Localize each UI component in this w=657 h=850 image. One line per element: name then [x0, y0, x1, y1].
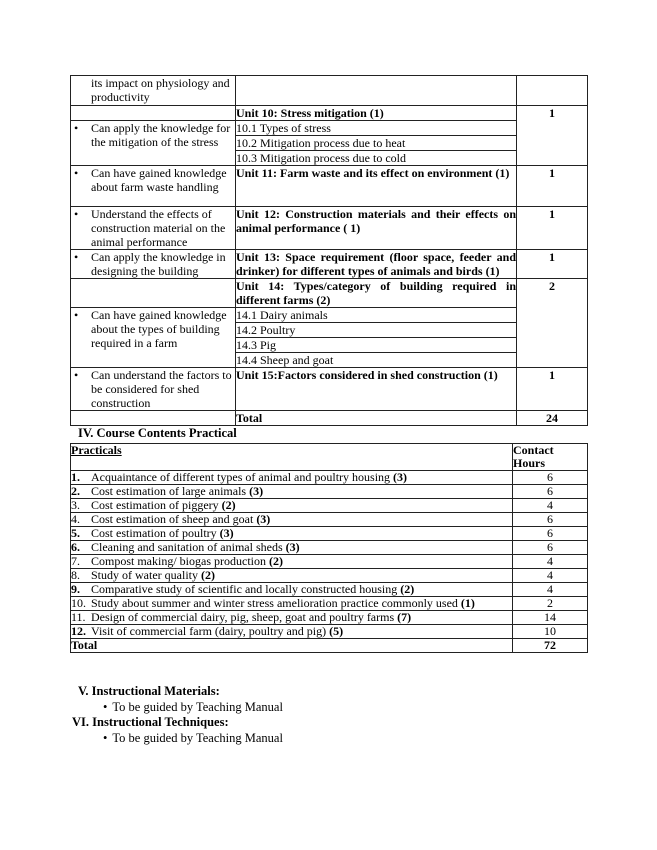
- practical-item-weight: (3): [219, 526, 234, 540]
- practical-item-number: 8.: [71, 568, 80, 582]
- practical-item-cell: [71, 583, 513, 597]
- outcome-cell: [71, 207, 236, 250]
- outcome-cell: [71, 166, 236, 207]
- outcome-cell: [71, 368, 236, 411]
- table-row: [71, 583, 588, 597]
- outcome-cell: [71, 121, 236, 166]
- practical-item-cell: [71, 625, 513, 639]
- outcome-cell: [71, 279, 236, 308]
- practical-item-cell: [71, 555, 513, 569]
- practical-item-weight: (3): [256, 512, 271, 526]
- table-row: [71, 555, 588, 569]
- practical-item-number: 1.: [71, 470, 80, 484]
- outcome-text: Can have gained knowledge about farm waste handling: [91, 166, 227, 194]
- outcome-text: Can apply the knowledge in designing the building: [91, 250, 226, 278]
- practical-hours-cell: 4: [513, 499, 588, 513]
- table-row: [71, 166, 588, 207]
- practical-hours-cell: 6: [513, 527, 588, 541]
- practicals-header-cell: [71, 444, 513, 471]
- unit-subtopic-cell: 10.1 Types of stress: [236, 121, 517, 136]
- table-row: [71, 279, 588, 308]
- practical-hours-cell: 10: [513, 625, 588, 639]
- techniques-heading: VI. Instructional Techniques:: [72, 715, 229, 729]
- total-hours-cell: 72: [513, 639, 588, 653]
- practical-item-weight: (1): [460, 596, 475, 610]
- practical-item-weight: (5): [329, 624, 344, 638]
- practical-item-text: Cost estimation of large animals: [91, 484, 247, 498]
- practical-item-cell: [71, 569, 513, 583]
- table-row: [71, 499, 588, 513]
- instructional-sections: [70, 684, 283, 746]
- practical-item-number: 6.: [71, 540, 80, 554]
- theory-units-table: [70, 75, 588, 426]
- practical-hours-cell: 2: [513, 597, 588, 611]
- table-row: [71, 250, 588, 279]
- unit-title-cell: [236, 76, 517, 106]
- practical-item-weight: (2): [400, 582, 415, 596]
- bullet-icon: [71, 76, 91, 104]
- practical-item-cell: [71, 527, 513, 541]
- materials-bullet-item: [103, 700, 283, 716]
- bullet-icon: [71, 308, 91, 350]
- unit-subtopic-cell: 14.4 Sheep and goat: [236, 353, 517, 368]
- table-row: [71, 597, 588, 611]
- outcome-text: Can have gained knowledge about the types of building required in a farm: [91, 308, 227, 350]
- unit-subtopic-cell: 14.1 Dairy animals: [236, 308, 517, 323]
- unit-title-cell: Unit 14: Types/category of building required in different farms (2): [236, 279, 516, 307]
- practical-item-text: Study about summer and winter stress amelioration practice commonly used: [91, 596, 458, 610]
- table-row: [71, 611, 588, 625]
- table-row: [71, 76, 588, 106]
- practical-item-number: 9.: [71, 582, 80, 596]
- contact-hours-cell: 1: [517, 250, 588, 279]
- unit-title-cell: Unit 10: Stress mitigation (1): [236, 106, 517, 121]
- practicals-header-label: Practicals: [71, 443, 122, 457]
- total-label-cell: Total: [236, 411, 517, 426]
- practical-hours-cell: 6: [513, 485, 588, 499]
- practical-hours-cell: 6: [513, 513, 588, 527]
- bullet-icon: [103, 700, 112, 714]
- contact-hours-cell: 1: [517, 106, 588, 166]
- contact-hours-header-cell: Contact Hours: [513, 444, 588, 471]
- practical-item-number: 2.: [71, 484, 80, 498]
- unit-title-cell: Unit 12: Construction materials and their effects on animal performance ( 1): [236, 207, 517, 250]
- practical-item-text: Cleaning and sanitation of animal sheds: [91, 540, 283, 554]
- practical-item-cell: [71, 541, 513, 555]
- bullet-icon: [71, 166, 91, 194]
- table-row: [71, 541, 588, 555]
- table-row: [71, 485, 588, 499]
- contact-hours-cell: 2: [517, 279, 588, 368]
- unit-title-cell: Unit 15:Factors considered in shed construction (1): [236, 368, 517, 411]
- outcome-text: Understand the effects of construction material on the animal performance: [91, 207, 226, 249]
- total-hours-cell: 24: [517, 411, 588, 426]
- practical-item-text: Compost making/ biogas production: [91, 554, 266, 568]
- practical-item-cell: [71, 499, 513, 513]
- table-row: [71, 471, 588, 485]
- practical-item-text: Study of water quality: [91, 568, 198, 582]
- practical-item-number: 5.: [71, 526, 80, 540]
- table-row: [71, 121, 588, 136]
- practical-item-weight: (7): [397, 610, 412, 624]
- bullet-icon: [71, 250, 91, 278]
- table-row: [71, 308, 588, 323]
- table-row: [71, 106, 588, 121]
- total-row: [71, 411, 588, 426]
- contact-hours-cell: 1: [517, 166, 588, 207]
- practical-item-number: 4.: [71, 512, 80, 526]
- unit-subtopic-cell: 14.2 Poultry: [236, 323, 517, 338]
- total-row: [71, 639, 588, 653]
- outcome-cell: [71, 76, 236, 106]
- unit-title-cell: Unit 11: Farm waste and its effect on environment (1): [236, 166, 517, 207]
- table-row: [71, 368, 588, 411]
- practical-item-text: Visit of commercial farm (dairy, poultry and pig): [91, 624, 327, 638]
- practical-item-number: 12.: [71, 624, 86, 638]
- outcome-cell: [71, 250, 236, 279]
- practical-item-cell: [71, 597, 513, 611]
- header-row: [71, 444, 588, 471]
- bullet-icon: [71, 121, 91, 149]
- practical-item-text: Cost estimation of poultry: [91, 526, 217, 540]
- practical-hours-cell: 4: [513, 583, 588, 597]
- outcome-text: its impact on physiology and productivity: [91, 76, 230, 104]
- outcome-text: Can apply the knowledge for the mitigation of the stress: [91, 121, 231, 149]
- practical-item-weight: (2): [221, 498, 236, 512]
- practical-item-number: 11.: [71, 610, 86, 624]
- outcome-text: Can understand the factors to be considered for shed construction: [91, 368, 232, 410]
- practical-item-cell: [71, 513, 513, 527]
- bullet-icon: [103, 731, 112, 745]
- practical-item-weight: (3): [285, 540, 300, 554]
- table-row: [71, 207, 588, 250]
- unit-subtopic-cell: 10.3 Mitigation process due to cold: [236, 151, 517, 166]
- practical-item-cell: [71, 485, 513, 499]
- techniques-bullet-text: To be guided by Teaching Manual: [112, 730, 283, 745]
- unit-subtopic-cell: 10.2 Mitigation process due to heat: [236, 136, 517, 151]
- practical-item-number: 10.: [71, 596, 86, 610]
- practical-item-weight: (2): [200, 568, 215, 582]
- practical-item-number: 3.: [71, 498, 80, 512]
- practical-hours-cell: 4: [513, 569, 588, 583]
- outcome-cell: [71, 106, 236, 121]
- total-label-cell: Total: [71, 639, 513, 653]
- practical-item-number: 7.: [71, 554, 80, 568]
- bullet-icon: [71, 368, 91, 410]
- practical-hours-cell: 6: [513, 541, 588, 555]
- practical-hours-cell: 4: [513, 555, 588, 569]
- section-heading-practical: IV. Course Contents Practical: [78, 426, 237, 440]
- table-row: [71, 527, 588, 541]
- table-row: [71, 513, 588, 527]
- practical-hours-cell: 6: [513, 471, 588, 485]
- practicals-table: [70, 443, 588, 653]
- practical-item-text: Cost estimation of sheep and goat: [91, 512, 254, 526]
- contact-hours-cell: 1: [517, 207, 588, 250]
- practical-item-weight: (3): [249, 484, 264, 498]
- materials-heading: V. Instructional Materials:: [78, 684, 220, 698]
- practical-item-cell: [71, 471, 513, 485]
- unit-title-cell: Unit 13: Space requirement (floor space, feeder and drinker) for different types of animals and birds (1): [236, 250, 516, 278]
- unit-subtopic-cell: 14.3 Pig: [236, 338, 517, 353]
- practical-item-weight: (3): [393, 470, 408, 484]
- practical-item-text: Comparative study of scientific and locally constructed housing: [91, 582, 398, 596]
- outcome-cell: [71, 308, 236, 368]
- practical-item-text: Design of commercial dairy, pig, sheep, goat and poultry farms: [91, 610, 395, 624]
- practical-item-text: Acquaintance of different types of animal and poultry housing: [91, 470, 391, 484]
- practical-item-weight: (2): [269, 554, 283, 568]
- bullet-icon: [71, 207, 91, 249]
- practical-item-cell: [71, 611, 513, 625]
- contact-hours-cell: 1: [517, 368, 588, 411]
- contact-hours-cell: [517, 76, 588, 106]
- practical-item-text: Cost estimation of piggery: [91, 498, 219, 512]
- table-row: [71, 569, 588, 583]
- outcome-cell: [71, 411, 236, 426]
- table-row: [71, 625, 588, 639]
- practical-hours-cell: 14: [513, 611, 588, 625]
- techniques-bullet-item: [103, 731, 283, 747]
- materials-bullet-text: To be guided by Teaching Manual: [112, 699, 283, 714]
